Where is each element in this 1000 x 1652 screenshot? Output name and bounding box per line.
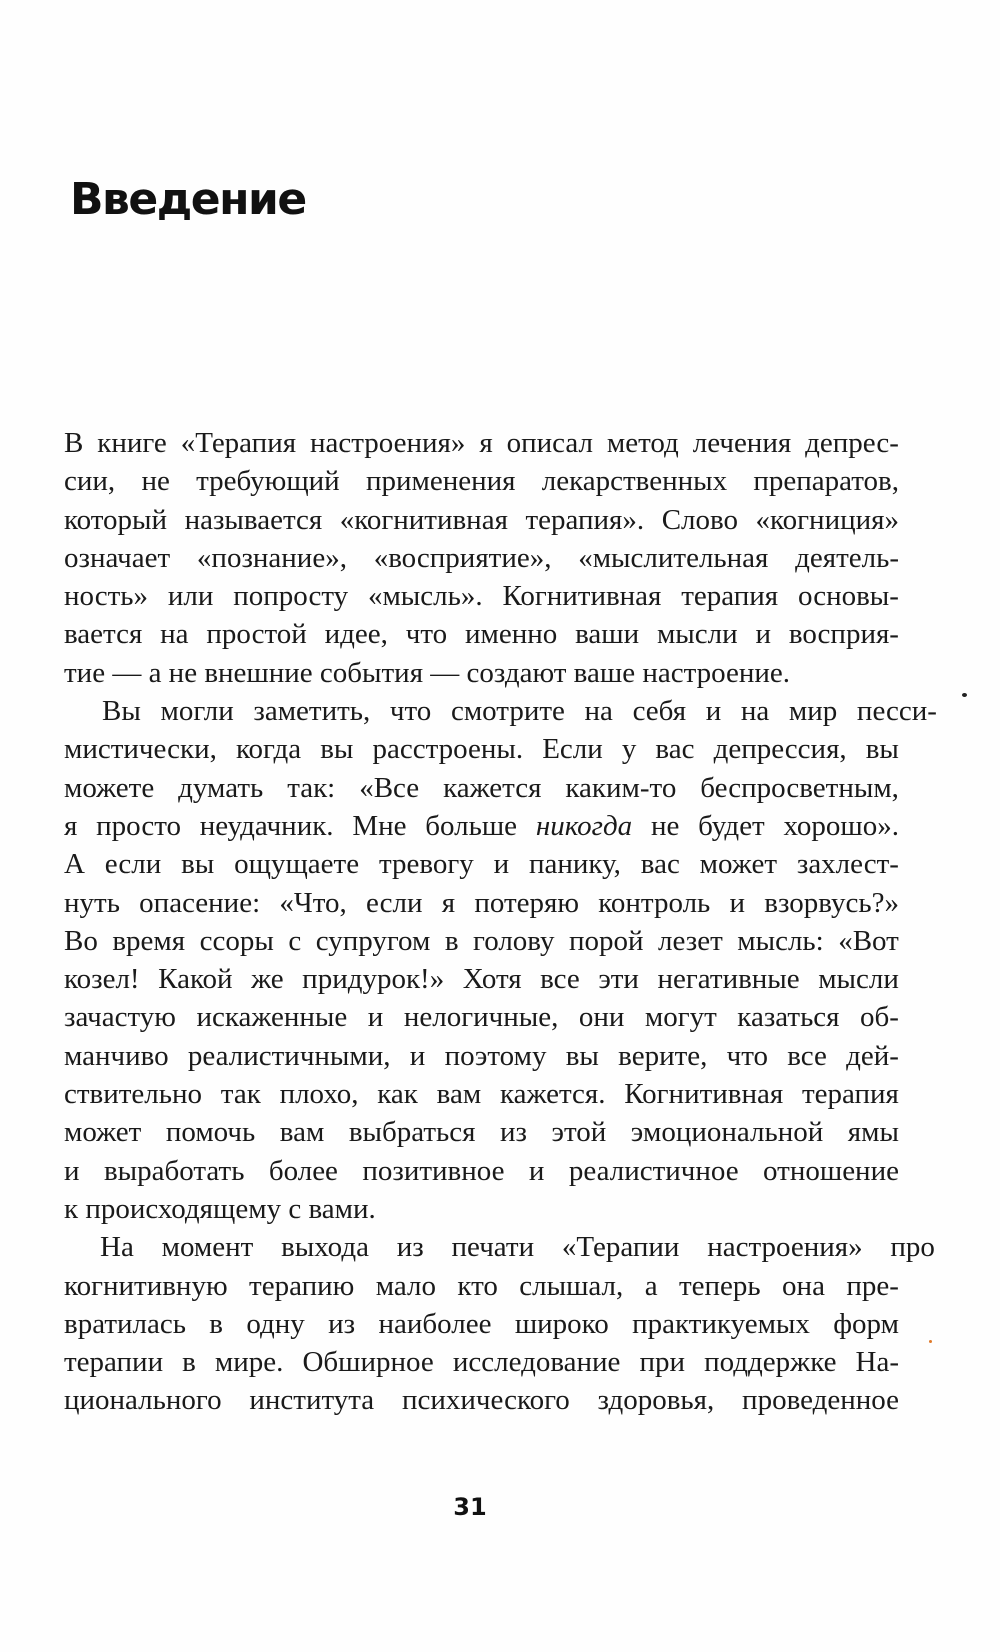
text-line: ность» или попросту «мысль». Когнитивная терапия основы- — [64, 580, 899, 613]
text-line: можете думать так: «Все кажется каким-то беспросветным, — [64, 771, 899, 804]
text-line: тие — а не внешние события — создают ваше настроение. — [64, 656, 790, 689]
text-line: зачастую искаженные и нелогичные, они могут казаться об- — [64, 1001, 899, 1034]
text-line-with-emphasis: я просто неудачник. Мне больше никогда не будет хорошо». — [64, 809, 899, 842]
print-speck — [929, 1340, 932, 1343]
text-line: который называется «когнитивная терапия». Слово «когниция» — [64, 503, 899, 536]
text-line: нуть опасение: «Что, если я потеряю контроль и взорвусь?» — [64, 886, 899, 919]
text-line: козел! Какой же придурок!» Хотя все эти негативные мысли — [64, 963, 899, 996]
text-line: А если вы ощущаете тревогу и панику, вас может захлест- — [64, 848, 899, 881]
text-line: В книге «Терапия настроения» я описал метод лечения депрес- — [64, 427, 899, 459]
chapter-heading: Введение — [70, 174, 306, 225]
text-line: мистически, когда вы расстроены. Если у вас депрессия, вы — [64, 733, 899, 766]
text-line: к происходящему с вами. — [64, 1192, 376, 1225]
paragraph — [64, 692, 964, 1228]
page-number: 31 — [453, 1493, 487, 1521]
text-line: ствительно так плохо, как вам кажется. Когнитивная терапия — [64, 1078, 899, 1111]
paragraph — [64, 424, 964, 692]
text-line: На момент выхода из печати «Терапии настроения» про — [100, 1231, 935, 1264]
paragraph — [64, 1228, 964, 1419]
print-speck — [962, 693, 967, 697]
text-line: манчиво реалистичными, и поэтому вы верите, что все дей- — [64, 1039, 899, 1072]
text-line: сии, не требующий применения лекарственных препаратов, — [64, 465, 899, 498]
text-line: вратилась в одну из наиболее широко практикуемых форм — [64, 1307, 899, 1340]
text-line: Во время ссоры с супругом в голову порой лезет мысль: «Вот — [64, 924, 899, 957]
text-line: Вы могли заметить, что смотрите на себя и на мир песси- — [102, 695, 937, 728]
body-text — [64, 424, 964, 1420]
text-line: когнитивную терапию мало кто слышал, а теперь она пре- — [64, 1269, 899, 1302]
text-line: ционального института психического здоровья, проведенное — [64, 1384, 899, 1417]
text-line: терапии в мире. Обширное исследование при поддержке На- — [64, 1346, 899, 1379]
text-line: означает «познание», «восприятие», «мыслительная деятель- — [64, 541, 899, 574]
text-line: может помочь вам выбраться из этой эмоциональной ямы — [64, 1116, 899, 1149]
text-line: и выработать более позитивное и реалистичное отношение — [64, 1154, 899, 1187]
text-line: вается на простой идее, что именно ваши мысли и восприя- — [64, 618, 899, 651]
